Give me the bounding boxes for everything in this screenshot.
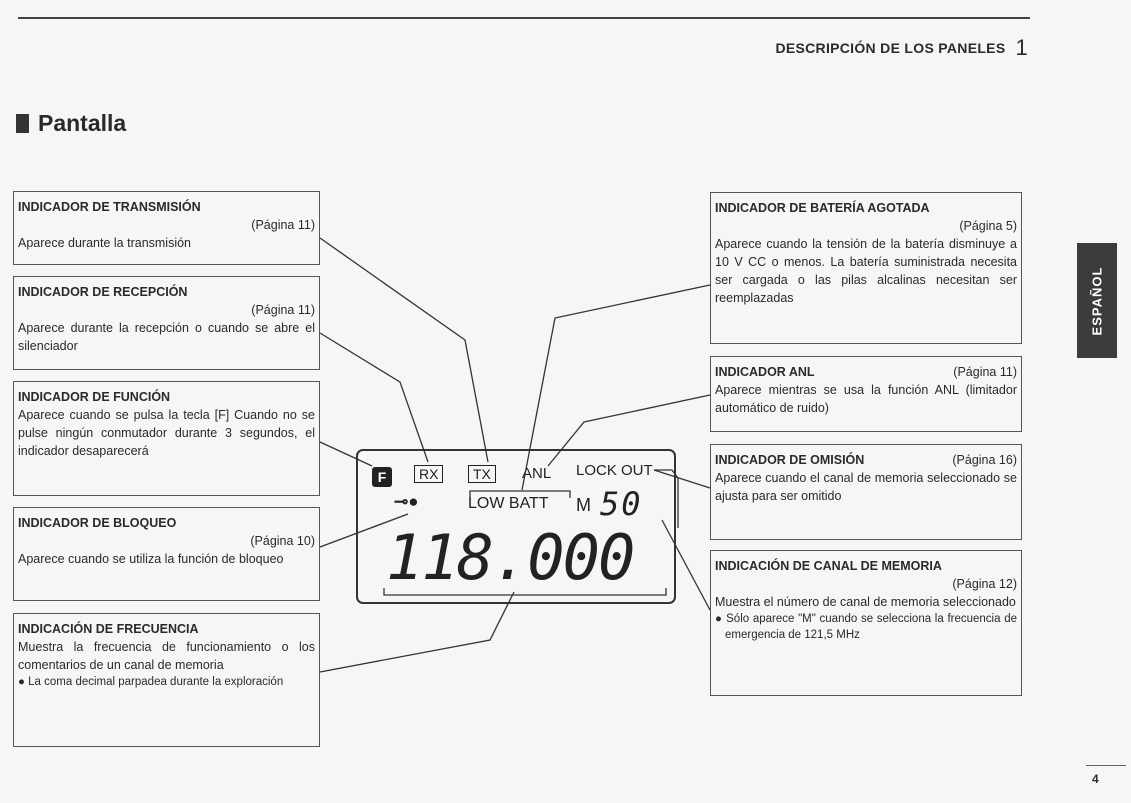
box-page-ref: (Página 11) xyxy=(251,218,315,232)
box-page-ref: (Página 16) xyxy=(952,453,1017,467)
box-page-ref: (Página 11) xyxy=(953,365,1017,379)
page-title-text: Pantalla xyxy=(38,110,127,136)
box-page-ref: (Página 5) xyxy=(959,219,1017,233)
key-lock-icon: ⊸● xyxy=(394,492,419,511)
section-title: DESCRIPCIÓN DE LOS PANELES xyxy=(775,40,1006,56)
page-number: 4 xyxy=(1092,772,1099,786)
box-title: INDICACIÓN DE CANAL DE MEMORIA xyxy=(715,559,942,573)
bracket-low-batt xyxy=(470,491,570,498)
box-description: Muestra el número de canal de memoria seleccionado xyxy=(715,595,1016,609)
leader-line-frequency xyxy=(320,592,514,672)
box-description: Aparece cuando el canal de memoria seleccionado se ajusta para ser omitido xyxy=(715,471,1017,503)
box-description: Muestra la frecuencia de funcionamiento o los comentarios de un canal de memoria xyxy=(18,640,315,672)
box-bullet: ● La coma decimal parpadea durante la exploración xyxy=(18,676,284,688)
box-title: INDICADOR DE FUNCIÓN xyxy=(18,390,171,404)
box-bullet: ● Sólo aparece "M" cuando se selecciona la frecuencia de emergencia de 121,5 MHz xyxy=(715,613,1017,641)
box-description: Aparece cuando la tensión de la batería disminuye a 10 V CC o menos. La batería suministrada necesita ser cargada o las pilas alcalinas necesitan ser reemplazadas xyxy=(715,237,1017,305)
leader-line-memory xyxy=(662,520,710,610)
leader-line-rx xyxy=(320,333,428,462)
box-title: INDICADOR DE OMISIÓN xyxy=(715,453,865,467)
box-description: Aparece durante la recepción o cuando se abre el silenciador xyxy=(18,321,315,353)
box-title: INDICADOR DE RECEPCIÓN xyxy=(18,285,188,299)
frequency-readout: 118.000 xyxy=(386,521,634,594)
anl-indicator: ANL xyxy=(522,465,552,482)
box-description: Aparece durante la transmisión xyxy=(18,236,192,250)
leader-line-tx xyxy=(320,238,488,462)
language-tab-label: ESPAÑOL xyxy=(1089,266,1105,335)
leader-line-anl xyxy=(548,395,710,466)
low-battery-indicator: LOW BATT xyxy=(468,495,549,512)
box-page-ref: (Página 12) xyxy=(952,577,1017,591)
memory-channel-number: 50 xyxy=(600,485,643,523)
box-description: Aparece mientras se usa la función ANL (limitador automático de ruido) xyxy=(715,383,1017,415)
box-title: INDICADOR DE BATERÍA AGOTADA xyxy=(715,201,930,215)
chapter-number: 1 xyxy=(1015,35,1028,60)
leader-line-function xyxy=(320,442,372,466)
bracket-frequency xyxy=(384,588,666,595)
box-page-ref: (Página 10) xyxy=(250,534,315,548)
leader-line-skip xyxy=(654,470,710,488)
box-description: Aparece cuando se utiliza la función de bloqueo xyxy=(18,552,284,566)
rx-indicator: RX xyxy=(414,465,443,483)
page-number-rule xyxy=(1086,765,1126,766)
lock-out-indicator: LOCK OUT xyxy=(576,462,653,479)
box-title: INDICADOR DE BLOQUEO xyxy=(18,516,177,530)
leader-line-battery xyxy=(522,285,710,490)
bracket-skip xyxy=(654,470,678,528)
box-description: Aparece cuando se pulsa la tecla [F] Cuando no se pulse ningún conmutador durante 3 segundos, el indicador desaparecerá xyxy=(18,408,315,458)
memory-m-indicator: M xyxy=(576,495,591,515)
box-page-ref: (Página 11) xyxy=(251,303,315,317)
tx-indicator: TX xyxy=(468,465,496,483)
leader-line-lock xyxy=(320,514,408,547)
box-title: INDICADOR DE TRANSMISIÓN xyxy=(18,200,201,214)
box-title: INDICACIÓN DE FRECUENCIA xyxy=(18,622,199,636)
f-key-icon: F xyxy=(372,467,392,487)
box-title: INDICADOR ANL xyxy=(715,365,815,379)
